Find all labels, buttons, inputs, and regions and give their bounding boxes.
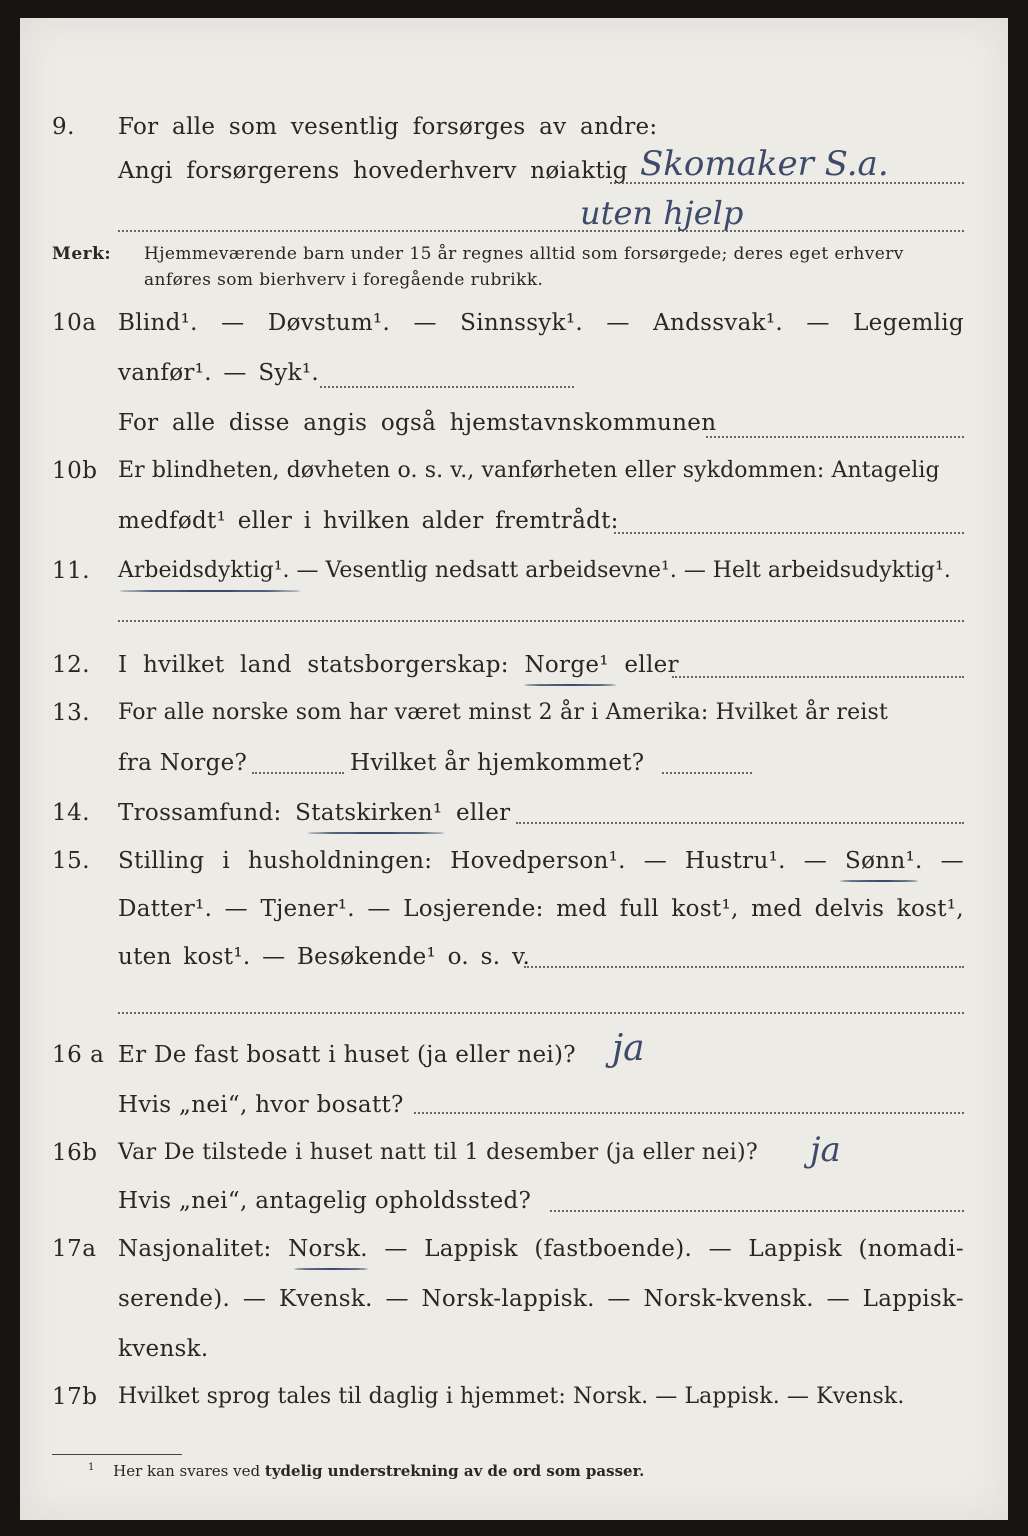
answer-line — [662, 772, 752, 774]
footnote-rule — [52, 1454, 182, 1455]
option[interactable]: Norsk-kvensk. — [643, 1286, 814, 1312]
question-text: vanfør¹. — Syk¹. — [118, 360, 320, 386]
question-number: 16 a — [52, 1042, 105, 1068]
question-number: 12. — [52, 652, 91, 678]
handwritten-underline — [308, 832, 444, 834]
note-label: Merk: — [52, 244, 112, 264]
question-number: 17b — [52, 1384, 98, 1410]
census-form-page — [20, 18, 1008, 1520]
option[interactable]: Andssvak¹. — [653, 310, 783, 336]
answer-line — [118, 1012, 964, 1014]
option[interactable]: Norsk-lappisk. — [421, 1286, 595, 1312]
question-16a — [20, 1028, 1008, 1082]
question-15-line2 — [20, 896, 1008, 936]
handwritten-underline — [120, 590, 300, 592]
option[interactable]: Kvensk. — [278, 1286, 373, 1312]
dash: — — [806, 310, 830, 336]
question-13 — [20, 700, 1008, 740]
option[interactable]: Hustru¹. — [685, 848, 786, 874]
question-number: 9. — [52, 114, 75, 140]
answer-line — [118, 620, 964, 622]
question-9-line3 — [20, 194, 1008, 242]
question-text: Datter¹. — Tjener¹. — Losjerende: med full kost¹, med delvis kost¹, — [118, 896, 964, 922]
question-text — [118, 310, 964, 336]
question-number: 11. — [52, 558, 91, 584]
answer-line — [706, 436, 964, 438]
question-number: 17a — [52, 1236, 97, 1262]
handwritten-underline — [840, 880, 918, 882]
question-text: Er blindheten, døvheten o. s. v., vanførheten eller sykdommen: Antagelig — [118, 458, 940, 483]
option[interactable]: Sinnssyk¹. — [460, 310, 583, 336]
question-10a — [20, 310, 1008, 350]
question-13-line2 — [20, 750, 1008, 790]
footnote-mark: 1 — [88, 1462, 95, 1473]
question-text: Hvis „nei“, hvor bosatt? — [118, 1092, 404, 1118]
dash: — — [413, 310, 437, 336]
option[interactable]: Lappisk — [748, 1236, 843, 1262]
dash: — — [221, 310, 245, 336]
question-12 — [20, 652, 1008, 692]
question-text: Var De tilstede i huset natt til 1 desember (ja eller nei)? — [118, 1140, 758, 1165]
question-9-line2 — [20, 144, 1008, 198]
question-text: medfødt¹ eller i hvilken alder fremtrådt: — [118, 508, 619, 534]
question-number: 10b — [52, 458, 98, 484]
question-10a-line2 — [20, 360, 1008, 400]
option[interactable]: Norsk. — [288, 1236, 368, 1262]
question-text: Nasjonalitet: Norsk. — Lappisk (fastboende). — Lappisk (nomadi- — [118, 1236, 964, 1262]
question-16a-line2 — [20, 1092, 1008, 1132]
question-text: Er De fast bosatt i huset (ja eller nei)? — [118, 1042, 576, 1068]
question-text: Arbeidsdyktig¹. — Vesentlig nedsatt arbeidsevne¹. — Helt arbeidsudyktig¹. — [118, 558, 951, 583]
option[interactable]: Hovedperson¹. — [450, 848, 626, 874]
question-number: 15. — [52, 848, 91, 874]
question-number: 14. — [52, 800, 91, 826]
question-10b-line2 — [20, 508, 1008, 548]
question-15-line3 — [20, 944, 1008, 984]
question-text: Angi forsørgerens hovederhverv nøiaktig — [118, 158, 628, 184]
note-text: anføres som bierhverv i foregående rubrikk. — [144, 270, 544, 290]
question-text: Stilling i husholdningen: Hovedperson¹. — Hustru¹. — Sønn¹. — — [118, 848, 964, 874]
question-16b-line2 — [20, 1188, 1008, 1228]
question-text: fra Norge? — [118, 750, 248, 776]
footnote-emphasis: tydelig understrekning av de ord som passer. — [264, 1462, 645, 1480]
option[interactable]: Døvstum¹. — [267, 310, 391, 336]
question-text: Hvis „nei“, antagelig opholdssted? — [118, 1188, 532, 1214]
answer-line — [516, 822, 964, 824]
answer-line — [614, 532, 964, 534]
footnote-text: Her kan svares ved — [113, 1462, 261, 1480]
question-11 — [20, 558, 1008, 598]
dash: — — [606, 310, 630, 336]
question-text: kvensk. — [118, 1336, 209, 1362]
answer-line — [524, 966, 964, 968]
question-text: Hvilket år hjemkommet? — [350, 750, 645, 776]
question-14 — [20, 800, 1008, 840]
question-text: Trossamfund: Statskirken¹ eller — [118, 800, 511, 826]
handwritten-underline — [524, 684, 616, 686]
question-10b — [20, 458, 1008, 498]
option[interactable]: Sønn¹. — [845, 848, 923, 874]
option[interactable]: Legemlig — [853, 310, 964, 336]
handwritten-underline — [294, 1268, 368, 1270]
question-10a-line3 — [20, 410, 1008, 450]
question-text: uten kost¹. — Besøkende¹ o. s. v. — [118, 944, 531, 970]
question-17a-line2 — [20, 1286, 1008, 1326]
question-text: Hvilket sprog tales til daglig i hjemmet: Norsk. — Lappisk. — Kvensk. — [118, 1384, 905, 1409]
answer-line — [550, 1210, 964, 1212]
question-number: 10a — [52, 310, 97, 336]
note-text: Hjemmeværende barn under 15 år regnes alltid som forsørgede; deres eget erhverv — [144, 244, 904, 264]
question-text: serende). — Kvensk. — Norsk-lappisk. — Norsk-kvensk. — Lappisk- — [118, 1286, 964, 1312]
handwritten-answer[interactable]: ja — [612, 1028, 645, 1069]
question-text: For alle disse angis også hjemstavnskommunen — [118, 410, 717, 436]
handwritten-answer[interactable]: uten hjelp — [580, 194, 744, 232]
question-17a — [20, 1236, 1008, 1276]
question-17b — [20, 1384, 1008, 1424]
handwritten-answer[interactable]: ja — [810, 1130, 841, 1170]
option[interactable]: Lappisk — [424, 1236, 518, 1262]
question-text: For alle som vesentlig forsørges av andre: — [118, 114, 658, 140]
handwritten-answer[interactable]: Skomaker S.a. — [640, 144, 889, 184]
answer-line — [414, 1112, 964, 1114]
question-text: I hvilket land statsborgerskap: Norge¹ eller — [118, 652, 679, 678]
footnote — [88, 1462, 644, 1480]
question-17a-line3 — [20, 1336, 1008, 1376]
question-number: 13. — [52, 700, 91, 726]
question-16b — [20, 1130, 1008, 1180]
option[interactable]: Blind¹. — [118, 310, 198, 336]
option[interactable]: Lappisk- — [862, 1286, 964, 1312]
answer-line — [252, 772, 344, 774]
question-15 — [20, 848, 1008, 888]
question-number: 16b — [52, 1140, 98, 1166]
answer-line — [672, 676, 964, 678]
question-text: For alle norske som har været minst 2 år i Amerika: Hvilket år reist — [118, 700, 889, 725]
answer-line — [320, 386, 574, 388]
answer-line — [118, 230, 964, 232]
